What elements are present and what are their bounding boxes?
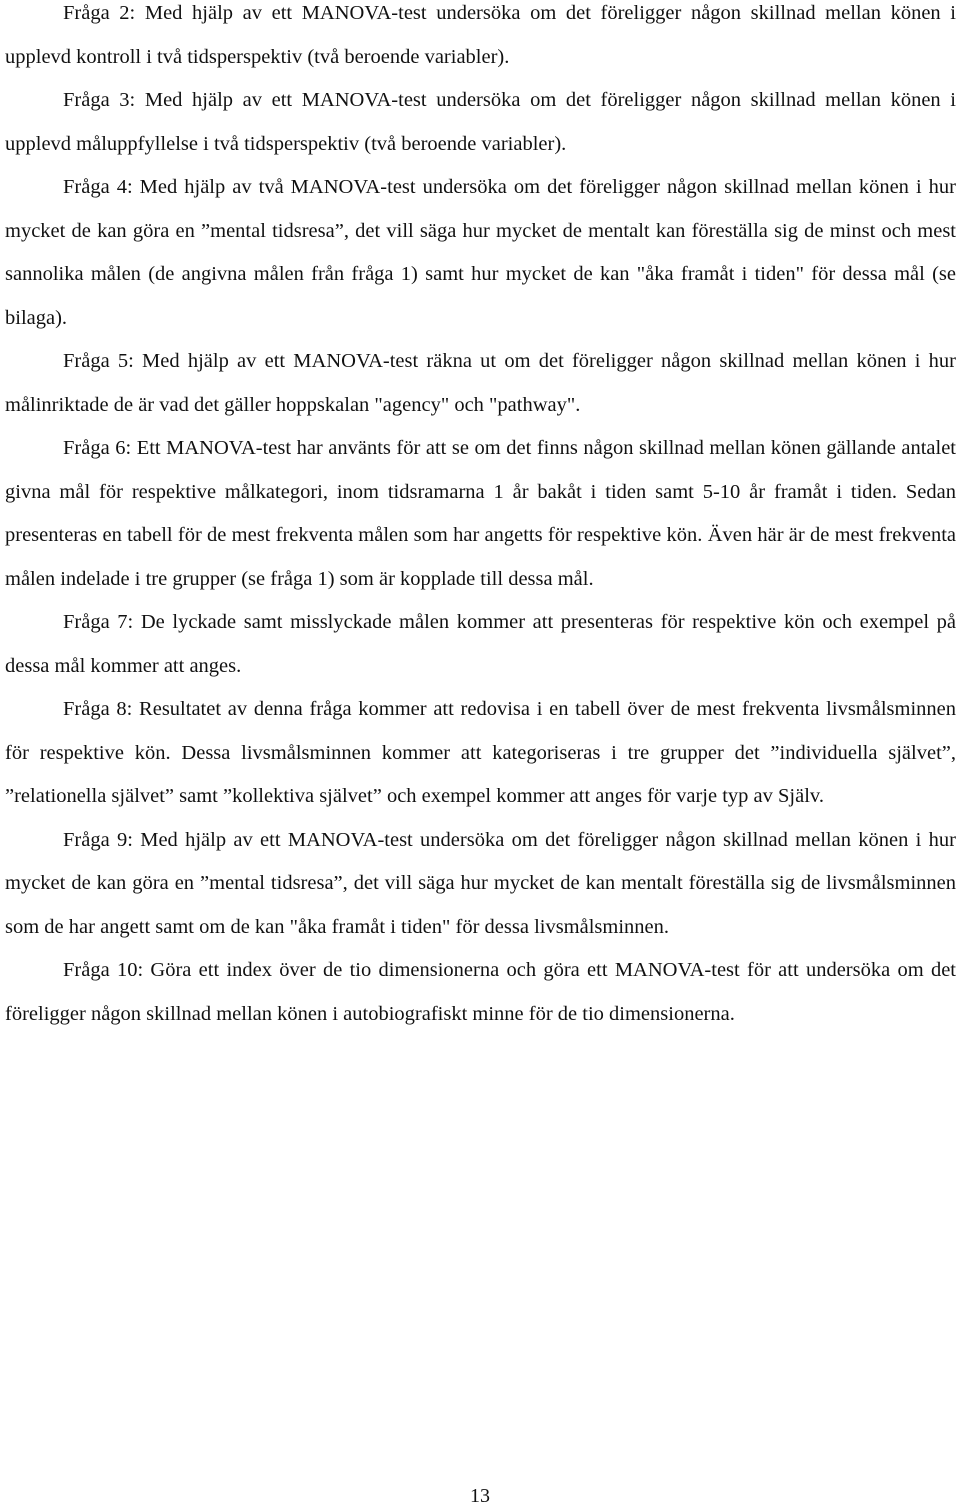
paragraph-fraga-9: Fråga 9: Med hjälp av ett MANOVA-test undersöka om det föreligger någon skillnad mellan könen i hur mycket de kan göra en ”mental tidsresa”, det vill säga hur mycket de kan mentalt föreställa sig de livsmålsminnen som de har angett samt om de kan "åka framåt i tiden" för dessa livsmålsminnen. <box>5 828 956 938</box>
paragraph-fraga-2: Fråga 2: Med hjälp av ett MANOVA-test undersöka om det föreligger någon skillnad mellan könen i upplevd kontroll i två tidsperspektiv (två beroende variabler). <box>5 2 956 68</box>
paragraph-fraga-3: Fråga 3: Med hjälp av ett MANOVA-test undersöka om det föreligger någon skillnad mellan könen i upplevd måluppfyllelse i två tidsperspektiv (två beroende variabler). <box>5 89 956 155</box>
paragraph-fraga-4: Fråga 4: Med hjälp av två MANOVA-test undersöka om det föreligger någon skillnad mellan könen i hur mycket de kan göra en ”mental tidsresa”, det vill säga hur mycket de mentalt kan föreställa sig de minst och mest sannolika målen (de angivna målen från fråga 1) samt hur mycket de kan "åka framåt i tiden" för dessa mål (se bilaga). <box>5 176 956 329</box>
paragraph-fraga-6: Fråga 6: Ett MANOVA-test har använts för att se om det finns någon skillnad mellan könen gällande antalet givna mål för respektive målkategori, inom tidsramarna 1 år bakåt i tiden samt 5-10 år framåt i tiden. Sedan presenteras en tabell för de mest frekventa målen som har angetts för respektive kön. Även här är de mest frekventa målen indelade i tre grupper (se fråga 1) som är kopplade till dessa mål. <box>5 437 956 590</box>
document-page <box>5 0 956 1036</box>
paragraph-fraga-10: Fråga 10: Göra ett index över de tio dimensionerna och göra ett MANOVA-test för att undersöka om det föreligger någon skillnad mellan könen i autobiografiskt minne för de tio dimensionerna. <box>5 959 956 1025</box>
page-number: 13 <box>470 1485 490 1507</box>
paragraph-fraga-7: Fråga 7: De lyckade samt misslyckade målen kommer att presenteras för respektive kön och exempel på dessa mål kommer att anges. <box>5 611 956 677</box>
paragraph-fraga-5: Fråga 5: Med hjälp av ett MANOVA-test räkna ut om det föreligger någon skillnad mellan könen i hur målinriktade de är vad det gäller hoppskalan "agency" och "pathway". <box>5 350 956 416</box>
paragraph-fraga-8: Fråga 8: Resultatet av denna fråga kommer att redovisa i en tabell över de mest frekventa livsmålsminnen för respektive kön. Dessa livsmålsminnen kommer att kategoriseras i tre grupper det ”individuella självet”, ”relationella självet” samt ”kollektiva självet” och exempel kommer att anges för varje typ av Själv. <box>5 698 956 807</box>
